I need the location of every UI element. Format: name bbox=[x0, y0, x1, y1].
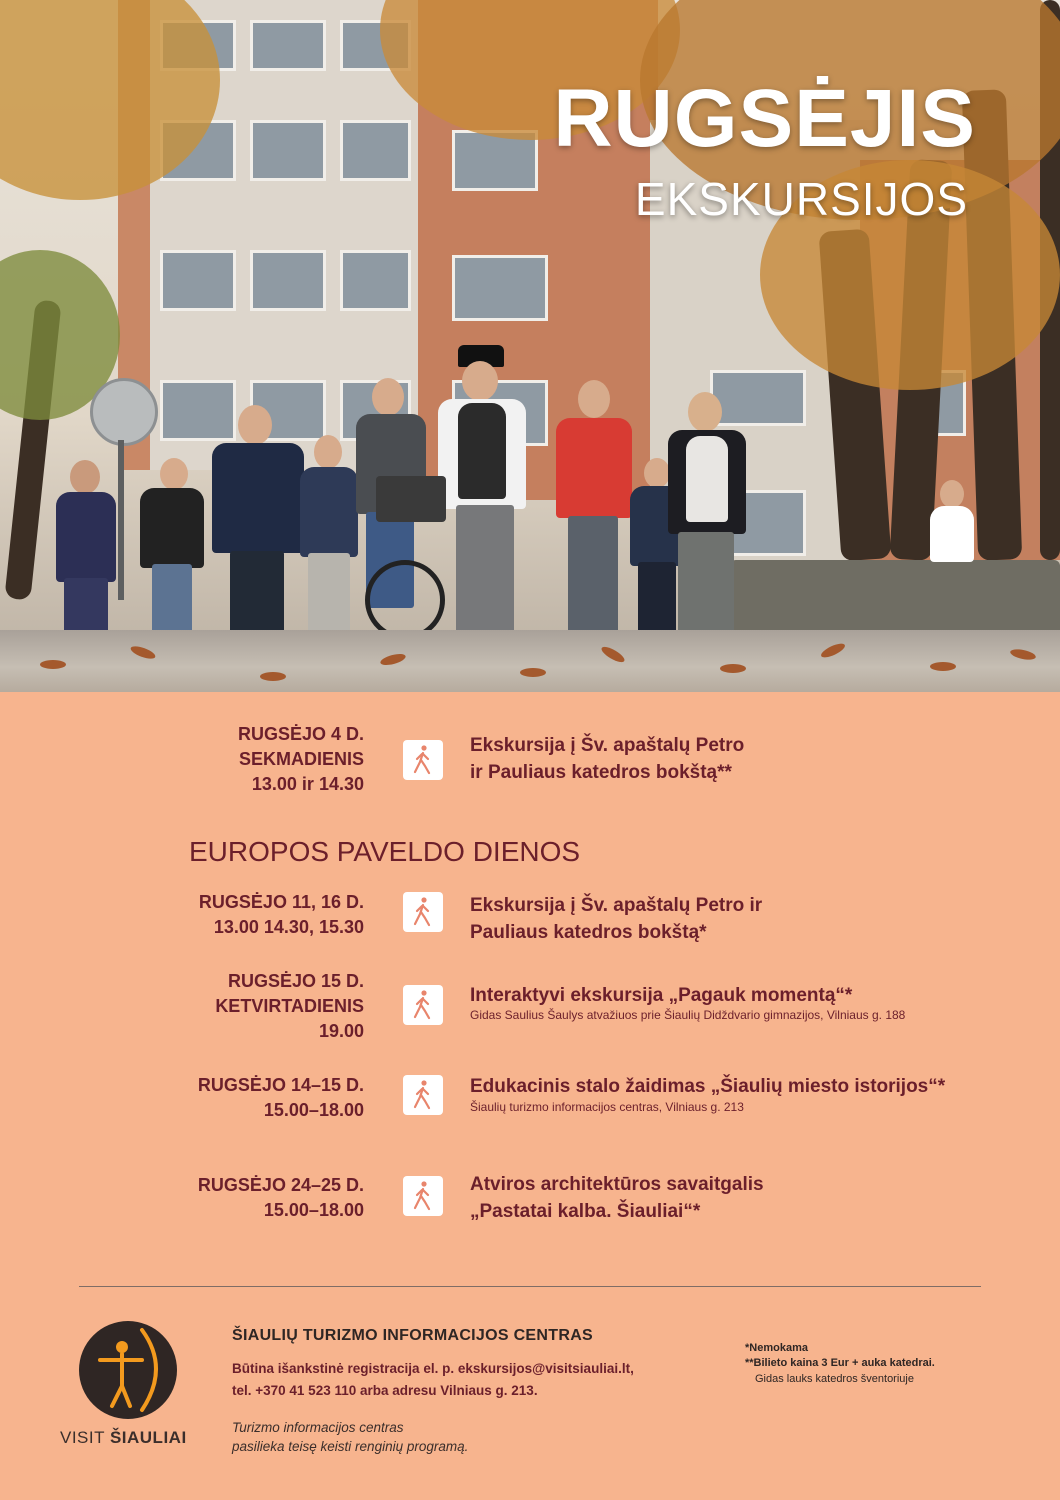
footnote-free: *Nemokama bbox=[745, 1342, 808, 1354]
page-title: RUGSĖJIS bbox=[553, 73, 976, 164]
event-title: Interaktyvi ekskursija „Pagauk momentą“* bbox=[470, 985, 853, 1006]
road-sign bbox=[90, 378, 158, 446]
walking-person-icon bbox=[403, 1075, 443, 1115]
stone-wall bbox=[730, 560, 1060, 640]
program-disclaimer: Turizmo informacijos centras pasilieka teisę keisti renginių programą. bbox=[232, 1420, 469, 1454]
event-date: RUGSĖJO 11, 16 D. 13.00 14.30, 15.30 bbox=[198, 892, 364, 937]
event-date: RUGSĖJO 15 D. KETVIRTADIENIS 19.00 bbox=[215, 971, 364, 1041]
walking-person-icon bbox=[403, 985, 443, 1025]
event-title: Ekskursija į Šv. apaštalų Petro ir Pauliaus katedros bokštą* bbox=[470, 895, 763, 943]
footnote-ticket-price: **Bilieto kaina 3 Eur + auka katedrai. bbox=[745, 1357, 935, 1369]
walking-person-icon bbox=[403, 1176, 443, 1216]
section-heading: EUROPOS PAVELDO DIENOS bbox=[189, 836, 581, 867]
bicycle-basket bbox=[376, 476, 446, 522]
footer-divider bbox=[79, 1286, 981, 1287]
event-date: RUGSĖJO 24–25 D. 15.00–18.00 bbox=[197, 1175, 364, 1220]
visit-siauliai-logo bbox=[78, 1320, 178, 1420]
event-date: RUGSĖJO 4 D. SEKMADIENIS 13.00 ir 14.30 bbox=[237, 724, 364, 794]
footnote-guide-meeting: Gidas lauks katedros šventoriuje bbox=[755, 1373, 914, 1385]
event-title: Ekskursija į Šv. apaštalų Petro ir Pauliaus katedros bokštą** bbox=[470, 735, 745, 783]
organization-name: ŠIAULIŲ TURIZMO INFORMACIJOS CENTRAS bbox=[232, 1327, 594, 1344]
logo-wordmark: VISIT ŠIAULIAI bbox=[60, 1428, 187, 1447]
road-sign-pole bbox=[118, 440, 124, 600]
walking-person-icon bbox=[403, 892, 443, 932]
walking-person-icon bbox=[403, 740, 443, 780]
hero-photo bbox=[0, 0, 1060, 692]
event-description: Gidas Saulius Šaulys atvažiuos prie Šiaulių Didždvario gimnazijos, Vilniaus g. 188 bbox=[470, 1008, 906, 1022]
event-date: RUGSĖJO 14–15 D. 15.00–18.00 bbox=[197, 1075, 364, 1120]
bicycle-wheel bbox=[365, 560, 445, 640]
ground-path bbox=[0, 630, 1060, 692]
event-description: Šiaulių turizmo informacijos centras, Vilniaus g. 213 bbox=[470, 1100, 744, 1114]
page-subtitle: EKSKURSIJOS bbox=[634, 173, 968, 225]
event-title: Atviros architektūros savaitgalis „Pastatai kalba. Šiauliai“* bbox=[470, 1174, 764, 1222]
event-title: Edukacinis stalo žaidimas „Šiaulių miesto istorijos“* bbox=[470, 1076, 946, 1097]
registration-info: Būtina išankstinė registracija el. p. ekskursijos@visitsiauliai.lt, tel. +370 41 523 110 arba adresu Vilniaus g. 213. bbox=[232, 1361, 634, 1398]
